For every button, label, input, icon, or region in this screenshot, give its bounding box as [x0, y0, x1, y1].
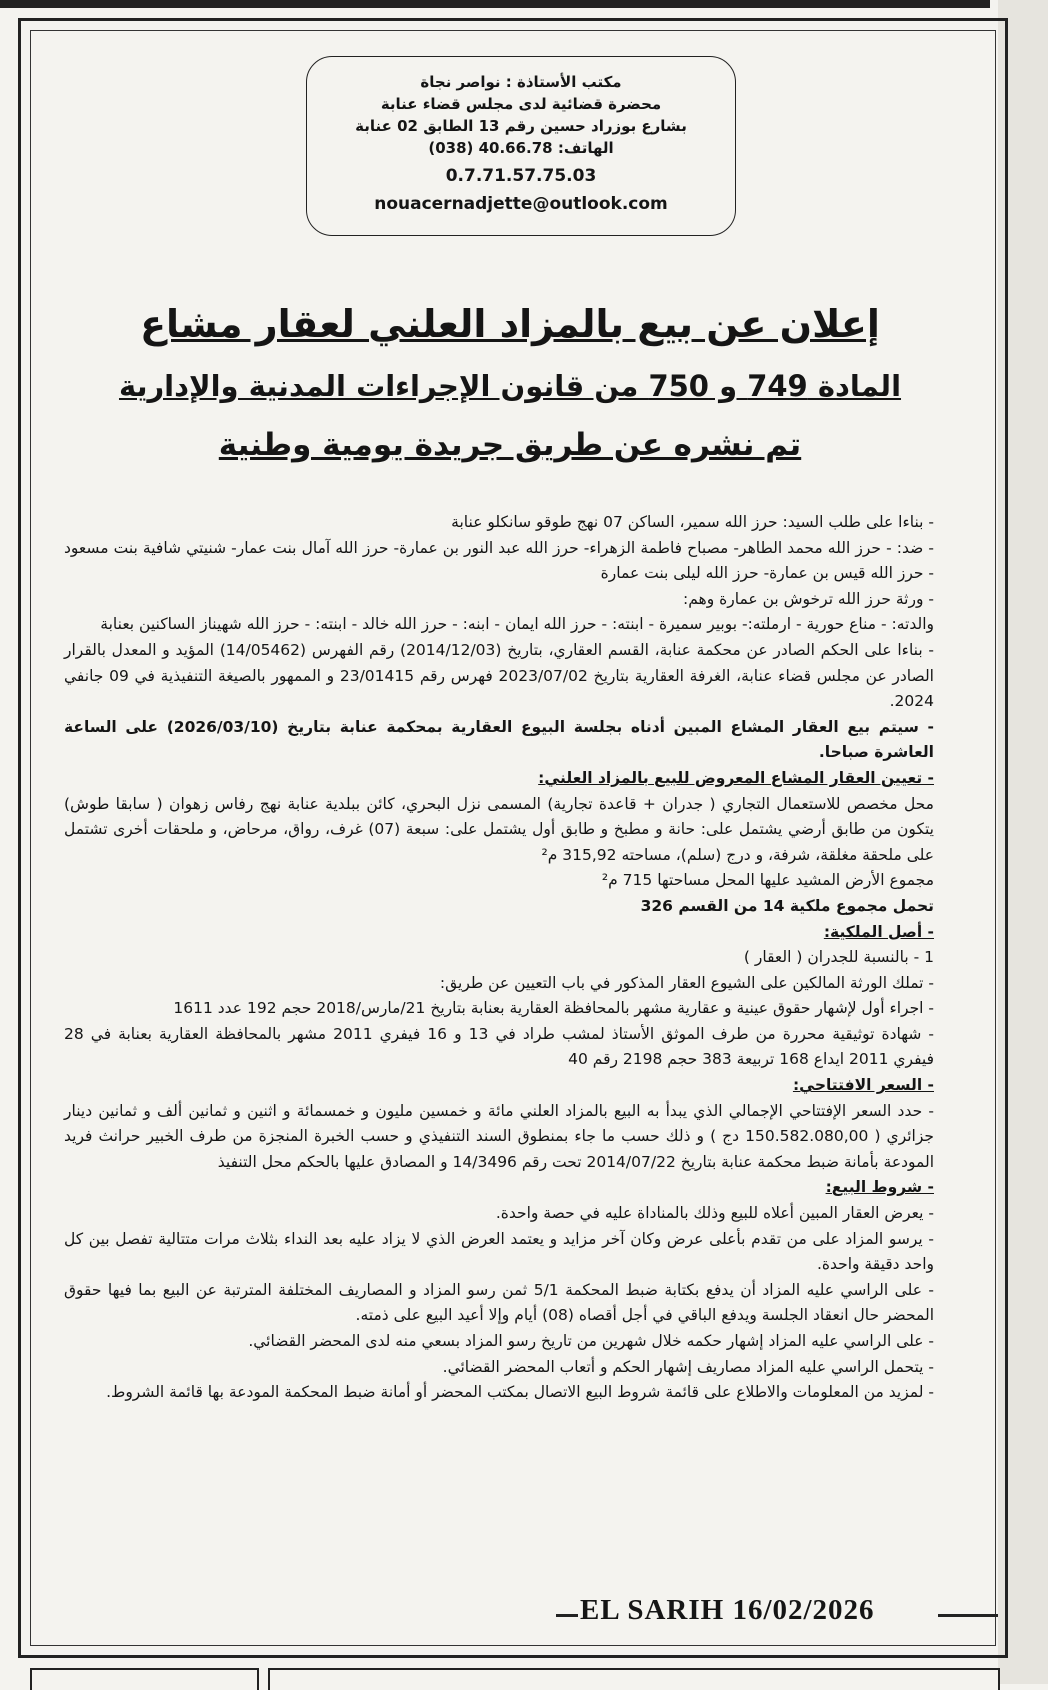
- ownership-lot: تحمل مجموع ملكية 14 من القسم 326: [640, 896, 934, 915]
- sale-date-paragraph: - سيتم بيع العقار المشاع المبين أدناه بجلسة البيوع العقارية بمحكمة عنابة بتاريخ (2026/03/10) على الساعة العاشرة صباحا.: [64, 717, 934, 762]
- next-notice-box-right: [268, 1668, 1000, 1690]
- notice-legal-article: المادة 749 و 750 من قانون الإجراءات المدنية والإدارية: [118, 369, 902, 403]
- opening-price-paragraph: - حدد السعر الإفتتاحي الإجمالي الذي يبدأ به البيع بالمزاد العلني مائة و خمسين مليون و خمسمائة و اثنين و ثمانين ألف و ثمانين دينار جزائري ( 150.582.080,00 دج ) و ذلك حسب ما جاء بمنطوق السند التنفيذي و حسب الخبرة المنجزة من طرف الخبير حرانث فريد المودعة بأمانة ضبط محكمة عنابة بتاريخ 2014/07/22 تحت رقم 14/3496 و المصادق عليها بالحكم محل التنفيذ: [64, 1101, 934, 1171]
- price-heading: - السعر الافتتاحي:: [792, 1076, 934, 1095]
- term-2: - يرسو المزاد على من تقدم بأعلى عرض وكان آخر مزايد و يعتمد العرض الذي لا يزاد عليه بعد النداء بثلاث مرات متتالية تفصل بين كل واحد دقيقة واحدة.: [64, 1229, 934, 1274]
- origin-notarial-certificate: - شهادة توثيقية محررة من طرف الموثق الأستاذ لمشب طراد في 13 و 16 فيفري 2011 مشهر بالمحافظة العقارية بعنابة في 28 فيفري 2011 ايداع 168 تربيعة 383 حجم 2198 رقم 40: [64, 1024, 934, 1069]
- bailiff-title: محضرة قضائية لدى مجلس قضاء عنابة: [380, 95, 662, 113]
- notice-main-title: إعلان عن بيع بالمزاد العلني لعقار مشاع: [140, 302, 880, 346]
- bailiff-mobile: 0.7.71.57.75.03: [445, 166, 597, 186]
- property-description: محل مخصص للاستعمال التجاري ( جدران + قاعدة تجارية) المسمى نزل البحري، كائن ببلدية عنابة نهج رفاس زهوان ( سابقا طوش) يتكون من طابق أرضي يشتمل على: حانة و مطبخ و طابق أول يشتمل على: سبعة (07) غرف، رواق، مرحاض، و ملحقات أخرى تشتمل على ملحقة مغلقة، شرفة، و درج (سلم)، مساحته 315,92 م²: [64, 794, 934, 864]
- footer-rule-right: [938, 1614, 998, 1617]
- bailiff-phone: الهاتف: 40.66.78 (038): [428, 139, 614, 157]
- notice-titles: [60, 300, 960, 466]
- designation-heading: - تعيين العقار المشاع المعروض للبيع بالمزاد العلني:: [538, 768, 934, 787]
- notice-publication-line: تم نشره عن طريق جريدة يومية وطنية: [218, 427, 802, 463]
- origin-intro: - تملك الورثة المالكين على الشيوع العقار المذكور في باب التعيين عن طريق:: [439, 973, 934, 992]
- term-4: - على الراسي عليه المزاد إشهار حكمه خلال شهرين من تاريخ رسو المزاد بسعي منه لدى المحضر القضائي.: [248, 1332, 934, 1350]
- top-rule: [0, 0, 990, 8]
- requester-paragraph: - بناءا على طلب السيد: حرز الله سمير، الساكن 07 نهج طوقو سانكلو عنابة: [451, 513, 934, 531]
- notice-body: [64, 510, 934, 1406]
- judgment-paragraph: - بناءا على الحكم الصادر عن محكمة عنابة، القسم العقاري، بتاريخ (2014/12/03) رقم الفهرس (14/05462) المؤيد و المعدل بالقرار الصادر عن مجلس قضاء عنابة، الغرفة العقارية بتاريخ 2023/07/02 فهرس رقم 23/01415 و الممهور بالصيغة التنفيذية في 09 جانفي 2024.: [64, 640, 934, 711]
- bailiff-name: مكتب الأستاذة : نواصر نجاة: [420, 73, 622, 91]
- footer-rule-left: [556, 1614, 578, 1617]
- bailiff-email: nouacernadjette@outlook.com: [374, 194, 668, 214]
- term-6: - لمزيد من المعلومات والاطلاع على قائمة شروط البيع الاتصال بمكتب المحضر أو أمانة ضبط المحكمة المودعة بها قائمة الشروط.: [106, 1383, 934, 1402]
- term-3: - على الراسي عليه المزاد أن يدفع بكتابة ضبط المحكمة 5/1 ثمن رسو المزاد و المصاريف المختلفة المترتبة عن البيع بما فيها حقوق المحضر حال انعقاد الجلسة ويدفع الباقي في أجل أقصاه (08) أيام وإلا أعيد البيع على ذمته.: [64, 1280, 934, 1325]
- terms-heading: - شروط البيع:: [825, 1178, 934, 1197]
- bailiff-contact-box: [306, 56, 736, 236]
- land-area: مجموع الأرض المشيد عليها المحل مساحتها 715 م²: [601, 871, 934, 890]
- newspaper-footer: EL SARIH 16/02/2026: [580, 1594, 875, 1626]
- next-notice-box-left: [30, 1668, 259, 1690]
- term-5: - يتحمل الراسي عليه المزاد مصاريف إشهار الحكم و أتعاب المحضر القضائي.: [442, 1357, 934, 1376]
- origin-heading: - أصل الملكية:: [823, 922, 934, 941]
- origin-first-deed: - اجراء أول لإشهار حقوق عينية و عقارية مشهر بالمحافظة العقارية بعنابة بتاريخ 21/مارس/2018 حجم 192 عدد 1611: [173, 999, 934, 1018]
- origin-item-walls: 1 - بالنسبة للجدران ( العقار ): [743, 948, 934, 967]
- term-1: - يعرض العقار المبين أعلاه للبيع وذلك بالمناداة عليه في حصة واحدة.: [495, 1204, 934, 1223]
- defendants-paragraph: - ضد: - حرز الله محمد الطاهر- مصباح فاطمة الزهراء- حرز الله عبد النور بن عمارة- حرز الله آمال بنت عمار- شنيتي شافية بنت مسعود - حرز الله قيس بن عمارة- حرز الله ليلى بنت عمارة: [64, 538, 934, 583]
- heirs-paragraph: والدته: - مناع حورية - ارملته:- بوبير سميرة - ابنته: - حرز الله ايمان - ابنه: - حرز الله خالد - ابنته: - حرز الله شهيناز الساكنين بعنابة: [100, 615, 934, 634]
- heirs-heading: - ورثة حرز الله ترخوش بن عمارة وهم:: [683, 589, 934, 608]
- bailiff-address: بشارع بوزراد حسين رقم 13 الطابق 02 عنابة: [355, 117, 687, 135]
